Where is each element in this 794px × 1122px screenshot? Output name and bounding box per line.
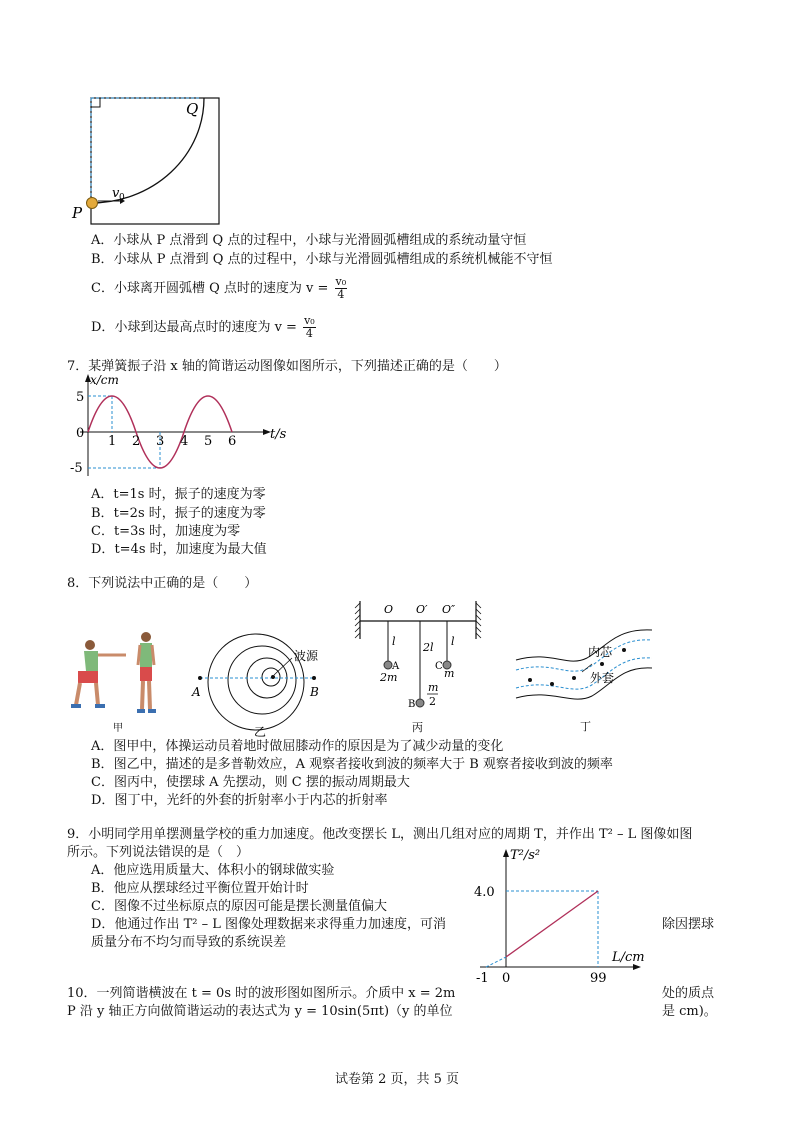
q9-stem-line2: 所示。下列说法错误的是（ ） — [67, 845, 250, 860]
q8-label-o1: O′ — [416, 603, 428, 616]
q8-option-c: C．图丙中，使摆球 A 先摆动，则 C 摆的振动周期最大 — [91, 775, 410, 790]
q7-chart — [70, 372, 290, 482]
q9-option-d: D．他通过作出 T² – L 图像处理数据来求得重力加速度，可消 — [91, 917, 446, 932]
q9-ylabel: T²/s² — [510, 848, 541, 863]
q9-option-d-tail: 除因摆球 — [662, 917, 715, 932]
q9-stem-line1: 9．小明同学用单摆测量学校的重力加速度。他改变摆长 L，测出几组对应的周期 T，并作出 T² – L 图像如图 — [67, 827, 693, 842]
q7-option-d: D．t=4s 时，加速度为最大值 — [91, 542, 267, 557]
q7-ytick-5: 5 — [76, 390, 85, 405]
q8-label-o: O — [384, 603, 394, 616]
q8-label-a: A — [192, 685, 201, 699]
q6-figure — [70, 90, 230, 230]
q7-stem: 7．某弹簧振子沿 x 轴的简谐运动图像如图所示，下列描述正确的是（ ） — [67, 359, 507, 374]
page-footer: 试卷第 2 页，共 5 页 — [334, 1072, 460, 1087]
q8-label-mass-c: m — [444, 667, 455, 680]
q6-option-c: C．小球离开圆弧槽 Q 点时的速度为 v = $\frac{\text{v₀}}{4}$ — [91, 275, 347, 301]
q8-figure-ding — [512, 620, 662, 740]
q10-line2: P 沿 y 轴正方向做简谐运动的表达式为 y = 10sin(5πt)（y 的单位 — [67, 1004, 453, 1019]
q8-option-b: B．图乙中，描述的是多普勒效应，A 观察者接收到波的频率大于 B 观察者接收到波的频率 — [91, 757, 613, 772]
q8-label-ball-b: B — [408, 699, 416, 710]
q9-xtick-0: 0 — [502, 971, 511, 986]
q9-option-d-line2: 质量分布不均匀而导致的系统误差 — [91, 935, 287, 950]
q8-label-jia: 甲 — [113, 723, 123, 734]
q10-line2-tail: 是 cm)。 — [662, 1004, 717, 1019]
q8-label-mass-a: 2m — [380, 671, 398, 684]
q6-label-v0-sub: 0 — [119, 193, 125, 203]
q8-label-2l: 2l — [423, 641, 434, 654]
q8-label-mass-b-num: m — [428, 681, 439, 694]
q6-label-p: P — [72, 204, 83, 222]
q10-line1: 10．一列简谐横波在 t = 0s 时的波形图如图所示。介质中 x = 2m — [67, 986, 456, 1001]
q9-chart — [470, 843, 660, 986]
q8-figure-jia — [68, 625, 168, 735]
q7-xtick-1: 1 — [108, 434, 117, 449]
q7-xtick-4: 4 — [180, 434, 189, 449]
q9-xtick-99: 99 — [590, 971, 607, 986]
q9-xlabel: L/cm — [612, 950, 645, 965]
q8-label-mass-b-den: 2 — [429, 695, 436, 708]
q8-label-o2: O″ — [442, 603, 456, 616]
q8-label-core: 内芯 — [588, 645, 613, 659]
q7-option-b: B．t=2s 时，振子的速度为零 — [91, 506, 266, 521]
q8-figure-yi — [188, 630, 338, 740]
q9-option-c: C．图像不过坐标原点的原因可能是摆长测量值偏大 — [91, 899, 387, 914]
q7-xtick-5: 5 — [204, 434, 213, 449]
q7-option-c: C．t=3s 时，加速度为零 — [91, 524, 241, 539]
q7-ytick-0: 0 — [76, 426, 85, 441]
q8-stem: 8．下列说法中正确的是（ ） — [67, 576, 258, 591]
q8-figure-bing — [350, 595, 490, 740]
q8-option-a: A．图甲中，体操运动员着地时做屈膝动作的原因是为了减少动量的变化 — [91, 739, 504, 754]
q8-label-ball-a: A — [392, 661, 400, 672]
q6-option-d: D．小球到达最高点时的速度为 v = $\frac{\text{v₀}}{4}$ — [91, 314, 315, 340]
q7-option-a: A．t=1s 时，振子的速度为零 — [91, 487, 266, 502]
q8-label-l1: l — [392, 635, 396, 648]
q7-ylabel: x/cm — [90, 373, 119, 387]
q6-label-q: Q — [186, 100, 199, 118]
q8-label-ding: 丁 — [580, 720, 591, 733]
q9-ytick: 4.0 — [474, 885, 495, 900]
q7-xtick-2: 2 — [132, 434, 141, 449]
q9-option-a: A．他应选用质量大、体积小的钢球做实验 — [91, 863, 335, 878]
q10-line1-tail: 处的质点 — [662, 986, 715, 1001]
q9-xtick-neg1: -1 — [476, 971, 489, 986]
q8-label-cladding: 外套 — [590, 671, 615, 685]
q7-xlabel: t/s — [270, 427, 287, 442]
q6-option-a: A．小球从 P 点滑到 Q 点的过程中，小球与光滑圆弧槽组成的系统动量守恒 — [91, 233, 527, 248]
q6-label-v0: v — [112, 186, 120, 201]
q8-label-l3: l — [451, 635, 455, 648]
q9-option-b: B．他应从摆球经过平衡位置开始计时 — [91, 881, 309, 896]
q8-label-wave-source: 波源 — [294, 649, 319, 663]
q8-option-d: D．图丁中，光纤的外套的折射率小于内芯的折射率 — [91, 793, 388, 808]
q7-xtick-6: 6 — [228, 434, 237, 449]
q8-label-b: B — [310, 685, 319, 699]
q7-xtick-3: 3 — [156, 434, 165, 449]
q6-option-b: B．小球从 P 点滑到 Q 点的过程中，小球与光滑圆弧槽组成的系统机械能不守恒 — [91, 252, 553, 267]
q8-label-yi: 乙 — [254, 725, 267, 739]
q8-label-ball-c: C — [435, 661, 443, 672]
q8-label-bing: 丙 — [412, 721, 423, 734]
q7-ytick-neg5: -5 — [70, 461, 83, 476]
